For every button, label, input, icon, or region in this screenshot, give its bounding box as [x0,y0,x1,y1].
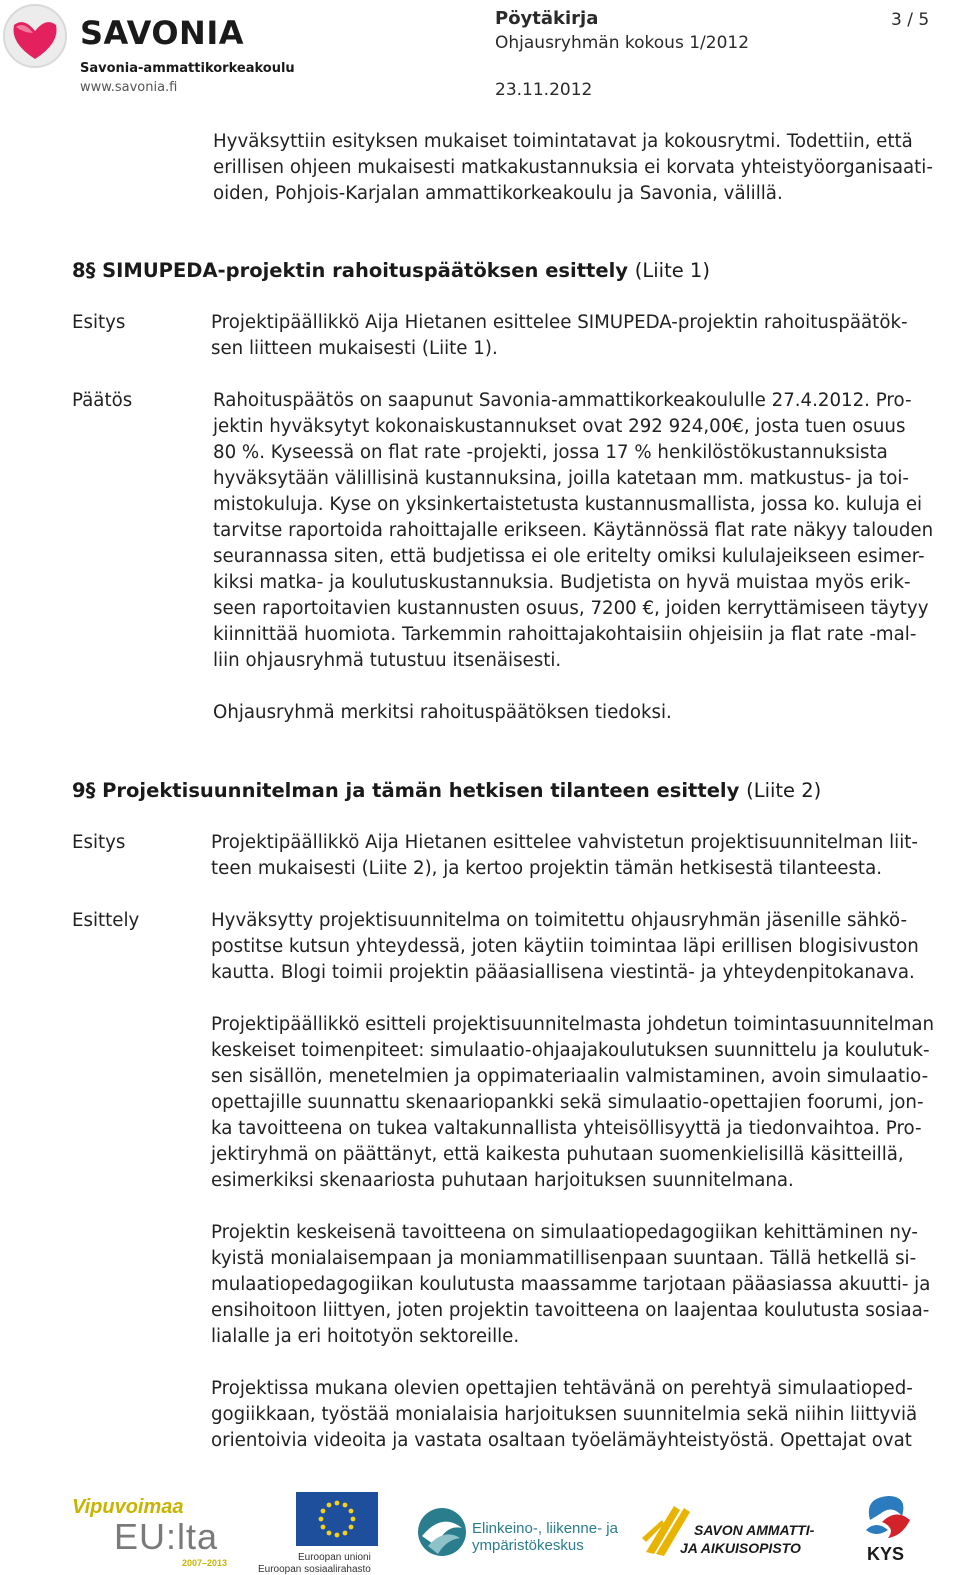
section-sign: § [85,259,96,282]
text-line: Projektissa mukana olevien opettajien tehtävänä on perehtyä simulaatioped- [211,1378,913,1399]
text-line: sen sisällön, menetelmien ja oppimateriaalin valmistaminen, avoin simulaatio- [211,1066,929,1087]
text-line: esimerkiksi skenaariosta puhutaan harjoituksen suunnitelmana. [211,1170,794,1191]
kys-logo-icon [862,1490,916,1546]
section-sign: § [85,779,96,802]
text-line: Projektipäällikkö Aija Hietanen esittelee vahvistetun projektisuunnitelman liit- [211,832,918,853]
text-line: orientoivia videoita ja vastata osaltaan työelämäyhteistyöstä. Opettajat ovat [211,1430,912,1451]
section-number: 8 [72,259,86,282]
text-line: kautta. Blogi toimii projektin pääasiallisena viestintä- ja yhteydenpitokanava. [211,962,915,983]
esittely-paragraph-1 [211,908,956,986]
org-url: www.savonia.fi [80,80,178,95]
savon-label-line1: SAVON AMMATTI- [694,1522,815,1538]
text-line: keskeiset toimenpiteet: simulaatio-ohjaajakoulutuksen suunnittelu ja koulutuk- [211,1040,930,1061]
text-line: kiinnittää huomiota. Tarkemmin rahoittajakohtaisiin ohjeisiin ja flat rate -mal- [213,624,917,645]
text-line: hyväksytään välillisinä kustannuksina, joilla katetaan mm. matkustus- ja toi- [213,468,909,489]
text-line: postitse kutsun yhteydessä, joten käytiin toimintaa läpi erillisen blogisivuston [211,936,919,957]
esittely-paragraph-4 [211,1376,959,1454]
esittely-paragraph-2 [211,1012,959,1194]
attachment-ref: (Liite 2) [746,779,822,802]
meeting-name: Ohjausryhmän kokous 1/2012 [495,33,750,53]
eu-flag-icon [296,1492,378,1546]
vipuvoimaa-title: Vipuvoimaa [72,1496,184,1518]
text-line: gogiikkaan, työstää monialaisia harjoituksen suunnitelmia sekä niihin liittyviä [211,1404,918,1425]
text-line: mistokuluja. Kyse on yksinkertaistetusta kustannusmallista, jossa ko. kuluja ei [213,494,923,515]
paatos-text [213,388,958,674]
text-line: ka tavoitteena on tukea valtakunnallista yhteisöllisyyttä ja tiedonvaihtoa. Pro- [211,1118,922,1139]
document-date: 23.11.2012 [495,80,593,100]
org-name: SAVONIA [80,14,244,52]
text-line: liin ohjausryhmä tutustuu itsenäisesti. [213,650,562,671]
intro-line: oiden, Pohjois-Karjalan ammattikorkeakoulu ja Savonia, välillä. [213,183,783,204]
text-line: mulaatiopedagogiikan koulutusta maassamme tarjotaan pääasiassa akuutti- ja [211,1274,931,1295]
kys-label: KYS [867,1544,905,1564]
savon-label-line2: JA AIKUISOPISTO [680,1540,801,1556]
intro-line: Hyväksyttiin esityksen mukaiset toimintatavat ja kokousrytmi. Todettiin, että [213,131,913,152]
esitys-label: Esitys [72,832,126,853]
esitys-text [211,310,956,362]
section-title: Projektisuunnitelman ja tämän hetkisen tilanteen esittely [102,779,740,802]
intro-paragraph [213,129,953,207]
text-line: teen mukaisesti (Liite 2), ja kertoo projektin tämän hetkisestä tilanteesta. [211,858,882,879]
text-line: kyistä monialaisempaan ja moniammatillisenpaan suuntaan. Tällä hetkellä si- [211,1248,917,1269]
ely-label-line1: Elinkeino-, liikenne- ja [472,1520,618,1537]
text-line: Rahoituspäätös on saapunut Savonia-ammattikorkeakoululle 27.4.2012. Pro- [213,390,912,411]
ely-logo-icon [416,1506,468,1558]
org-subtitle: Savonia-ammattikorkeakoulu [80,61,295,76]
text-line: Projektin keskeisenä tavoitteena on simulaatiopedagogiikan kehittäminen ny- [211,1222,918,1243]
intro-line: erillisen ohjeen mukaisesti matkakustannuksia ei korvata yhteistyöorganisaati- [213,157,933,178]
esittely-paragraph-3 [211,1220,959,1350]
section-8-heading [72,258,952,284]
text-line: kiksi matka- ja koulutuskustannuksia. Budjetista on hyvä muistaa myös erik- [213,572,911,593]
esitys-text [211,830,956,882]
text-line: seurannassa siten, että budjetissa ei ole eritelty omiksi kululajeikseen esimer- [213,546,925,567]
vipuvoimaa-years: 2007–2013 [182,1558,228,1568]
text-line: Projektipäällikkö esitteli projektisuunnitelmasta johdetun toimintasuunnitelman [211,1014,934,1035]
text-line: opettajille suunnattu skenaariopankki sekä simulaatio-opettajien foorumi, jon- [211,1092,924,1113]
text-line: tarvitse raportoida rahoittajalle erikseen. Käytännössä flat rate näkyy talouden [213,520,934,541]
section-9-heading [72,778,957,804]
savonia-logo-icon [2,3,68,69]
text-line: lialalle ja eri hoitotyön sektoreille. [211,1326,520,1347]
vipuvoimaa-eu: EU:lta [114,1516,219,1557]
esitys-label: Esitys [72,312,126,333]
eu-label: Euroopan unioni [298,1552,371,1563]
paatos-label: Päätös [72,390,133,411]
esittely-label: Esittely [72,910,140,931]
text-line: Projektipäällikkö Aija Hietanen esittelee SIMUPEDA-projektin rahoituspäätök- [211,312,908,333]
text-line: Hyväksytty projektisuunnitelma on toimitettu ohjausryhmän jäsenille sähkö- [211,910,908,931]
text-line: ensihoitoon liittyen, joten projektin tavoitteena on laajentaa koulutusta sosiaa- [211,1300,930,1321]
text-line: 80 %. Kyseessä on flat rate -projekti, jossa 17 % henkilöstökustannuksista [213,442,888,463]
text-line: sen liitteen mukaisesti (Liite 1). [211,338,498,359]
section-number: 9 [72,779,86,802]
attachment-ref: (Liite 1) [634,259,710,282]
footer-logos [0,1480,960,1574]
document-type: Pöytäkirja [495,8,599,29]
ely-label-line2: ympäristökeskus [472,1537,584,1554]
text-line: jektin hyväksytyt kokonaiskustannukset ovat 292 924,00€, josta tuen osuus [213,416,906,437]
text-line: jektiryhmä on päättänyt, että kaikesta puhutaan suomenkielisillä käsitteillä, [211,1144,904,1165]
page-number: 3 / 5 [891,10,930,30]
esr-label: Euroopan sosiaalirahasto [258,1564,371,1575]
text-line: seen raportoitavien kustannusten osuus, 7200 €, joiden kerryttämiseen täytyy [213,598,929,619]
paatos-note: Ohjausryhmä merkitsi rahoituspäätöksen tiedoksi. [213,702,672,723]
section-title: SIMUPEDA-projektin rahoituspäätöksen esittely [102,259,628,282]
